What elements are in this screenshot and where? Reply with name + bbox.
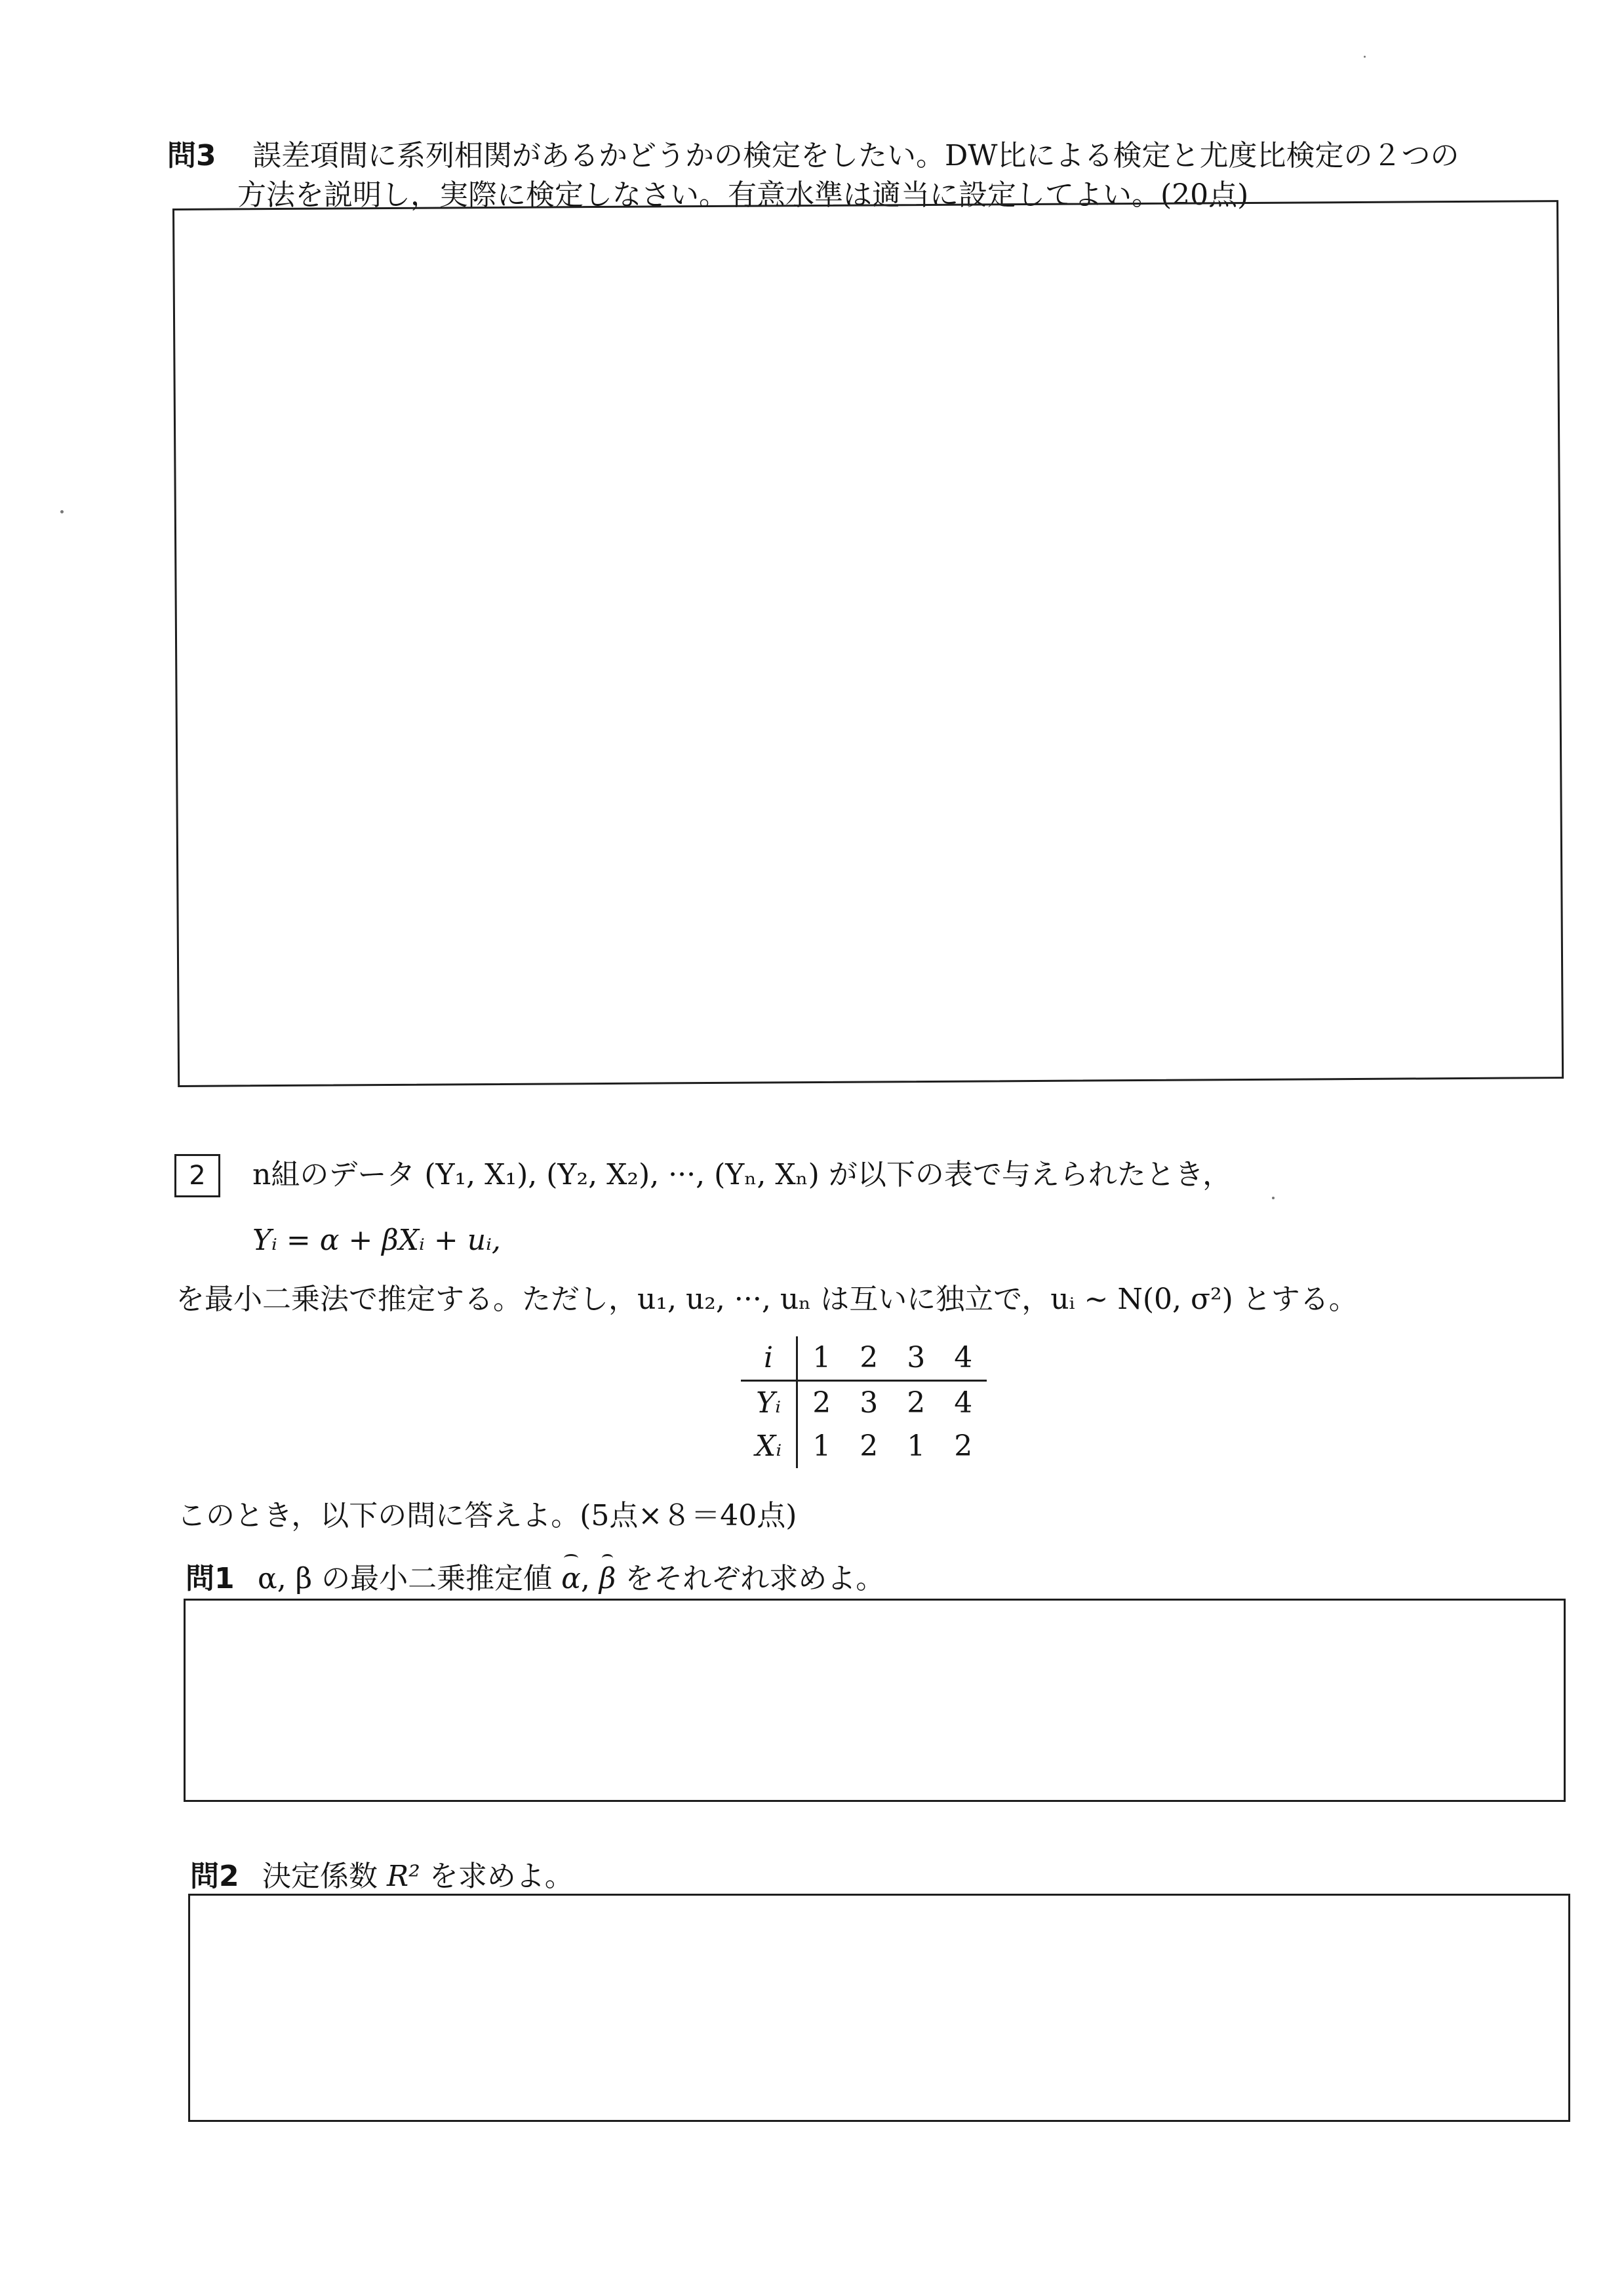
section2-instruction: このとき，以下の問に答えよ。(5点×８＝40点) (177, 1499, 797, 1532)
table-header-cell: 4 (940, 1336, 987, 1381)
table-row-label: Yᵢ (741, 1381, 797, 1426)
table-row-label: Xᵢ (741, 1425, 797, 1468)
table-row (741, 1425, 987, 1468)
section2-assumption: を最小二乗法で推定する。ただし，u₁, u₂, ···, uₙ は互いに独立で，uᵢ ~ N(0, σ²) とする。 (176, 1283, 1358, 1316)
q3-answer-box[interactable] (172, 200, 1564, 1087)
data-table (741, 1336, 987, 1468)
q2-heading (190, 1857, 574, 1896)
r-squared: R² (387, 1860, 420, 1893)
alpha-hat: α (561, 1559, 581, 1599)
q3-label: 問3 (167, 139, 216, 172)
q1-answer-box[interactable] (184, 1599, 1566, 1802)
q3-text-line1: 誤差項間に系列相関があるかどうかの検定をしたい。DW比による検定と尤度比検定の２つの (252, 139, 1459, 172)
table-cell: 2 (954, 1429, 973, 1463)
q3-text-line2: 方法を説明し，実際に検定しなさい。有意水準は適当に設定してよい。(20点) (237, 178, 1249, 212)
q3-heading (167, 136, 1459, 176)
table-header-cell: 3 (892, 1336, 940, 1381)
q2-answer-box[interactable] (188, 1894, 1570, 2122)
table-cell: 2 (907, 1386, 926, 1420)
table-header-cell: 1 (797, 1336, 846, 1381)
table-header-row (741, 1336, 987, 1381)
table-cell: 1 (812, 1429, 831, 1463)
table-cell: 4 (954, 1386, 973, 1420)
q2-text-b: を求めよ。 (429, 1860, 574, 1893)
q1-label: 問1 (186, 1562, 235, 1595)
table-header-cell: i (741, 1336, 797, 1381)
table-cell: 3 (860, 1386, 879, 1420)
table-row (741, 1381, 987, 1426)
q1-separator: , (580, 1562, 590, 1595)
model-equation: Yᵢ = α + βXᵢ + uᵢ, (252, 1224, 501, 1257)
q1-text-a: α, β の最小二乗推定値 (258, 1562, 553, 1595)
q1-heading (186, 1559, 884, 1599)
scan-speck (1364, 56, 1366, 58)
scan-speck (1272, 1197, 1275, 1199)
table-cell: 1 (907, 1429, 926, 1463)
beta-hat: β (599, 1559, 616, 1599)
table-cell: 2 (812, 1386, 831, 1420)
q2-text-a: 決定係数 (262, 1860, 378, 1893)
table-cell: 2 (860, 1429, 879, 1463)
section2-intro: n組のデータ (Y₁, X₁), (Y₂, X₂), ···, (Yₙ, Xₙ) が以下の表で与えられたとき， (252, 1158, 1232, 1191)
q1-text-b: をそれぞれ求めよ。 (625, 1562, 885, 1595)
q2-label: 問2 (190, 1860, 239, 1893)
table-header-cell: 2 (845, 1336, 892, 1381)
section-number-box: 2 (174, 1154, 220, 1197)
scan-speck (60, 510, 64, 513)
